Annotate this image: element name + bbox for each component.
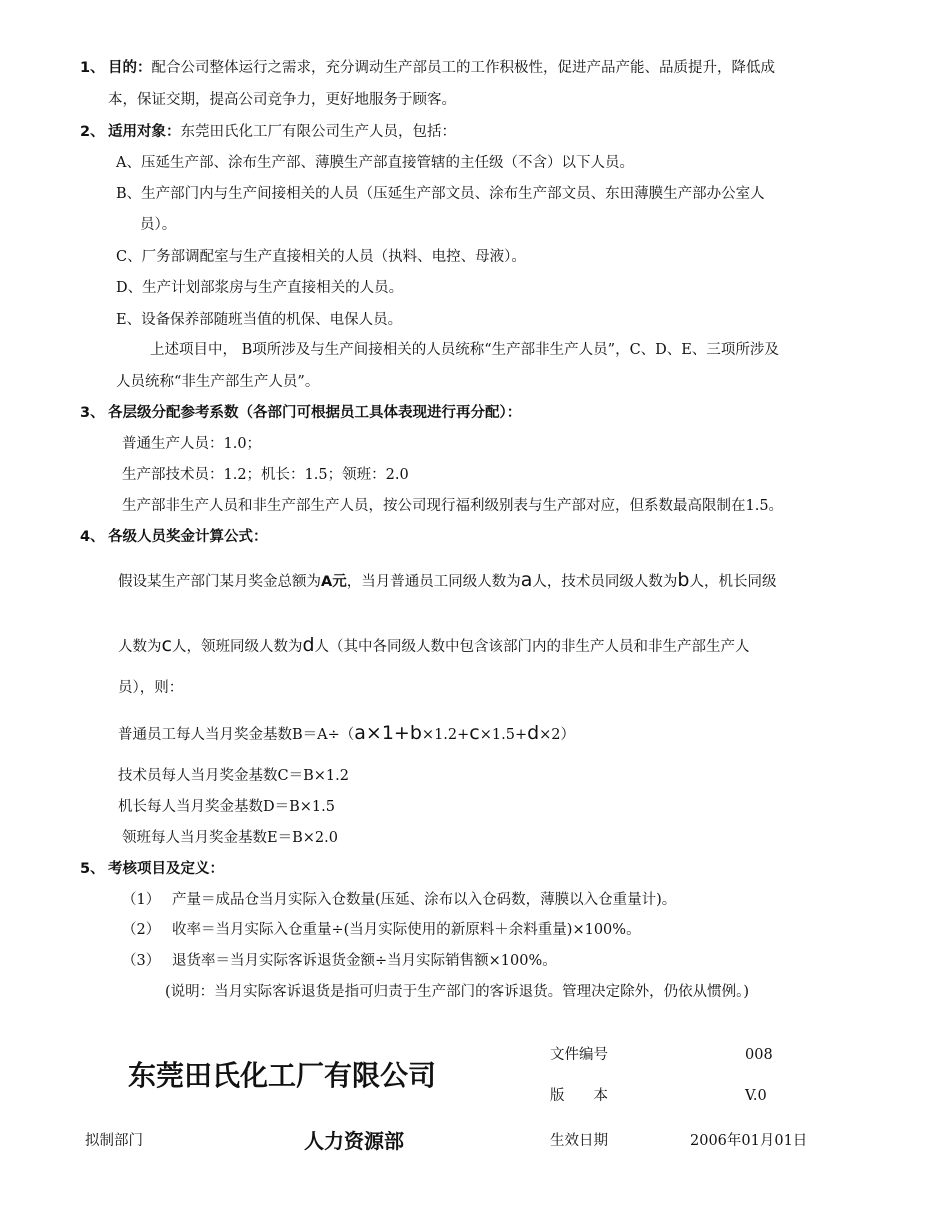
item-2-number: （2） [122, 922, 161, 938]
section-2-item-a: A、压延生产部、涂布生产部、薄膜生产部直接管辖的主任级（不含）以下人员。 [116, 155, 634, 171]
section-1-line-1 [108, 58, 775, 78]
section-4-paragraph-2 [118, 635, 750, 657]
var-d: d [302, 634, 315, 656]
para-2-text-c: 人（其中各同级人数中包含该部门内的非生产人员和非生产部生产人 [314, 639, 750, 655]
formula-c: 技术员每人当月奖金基数C＝B×1.2 [118, 768, 349, 784]
para-1-text-e: 人，机长同级 [689, 574, 777, 590]
version-label: 版 本 [550, 1088, 608, 1104]
section-1-text-1: 配合公司整体运行之需求，充分调动生产部员工的工作积极性，促进产品产能、品质提升，降低成 [151, 60, 775, 76]
formula-b-text-c: ×1.2+ [421, 727, 470, 743]
section-4-number: 4、 [80, 529, 105, 545]
var-b: b [677, 569, 690, 591]
section-2-heading: 适用对象： [108, 124, 181, 140]
para-1-text-a: 假设某生产部门某月奖金总额为 [118, 574, 321, 590]
formula-b-text-g: ×2） [539, 727, 576, 743]
dept-value: 人力资源部 [304, 1129, 404, 1153]
formula-b-text-e: ×1.5+ [479, 727, 528, 743]
formula-b-var-c: c [469, 722, 480, 744]
formula-b-var-ab: a×1+b [354, 722, 422, 744]
section-1-line-2: 本，保证交期，提高公司竞争力，更好地服务于顾客。 [108, 92, 456, 108]
section-4-paragraph-1 [118, 570, 776, 592]
section-1-number: 1、 [80, 60, 105, 76]
date-label: 生效日期 [550, 1133, 608, 1149]
version-value: V.0 [745, 1088, 767, 1104]
section-2-item-c: C、厂务部调配室与生产直接相关的人员（执料、电控、母液）。 [116, 249, 526, 265]
item-2-text: 收率＝当月实际入仓重量÷(当月实际使用的新原料＋余料重量)×100%。 [172, 922, 641, 938]
var-c: c [161, 634, 172, 656]
section-3-heading: 各层级分配参考系数（各部门可根据员工具体表现进行再分配）： [108, 405, 522, 421]
formula-d: 机长每人当月奖金基数D＝B×1.5 [118, 799, 335, 815]
section-1-heading: 目的： [108, 60, 152, 76]
section-5-number: 5、 [80, 861, 105, 877]
section-2-intro: 东莞田氏化工厂有限公司生产人员，包括： [180, 124, 456, 140]
section-2-item-b-1: B、生产部门内与生产间接相关的人员（压延生产部文员、涂布生产部文员、东田薄膜生产部办公室人 [116, 186, 765, 202]
section-3-number: 3、 [80, 405, 105, 421]
company-name: 东莞田氏化工厂有限公司 [128, 1059, 437, 1092]
section-5-heading: 考核项目及定义： [108, 861, 224, 877]
formula-b-text-a: 普通员工每人当月奖金基数B＝A÷（ [118, 727, 355, 743]
total-bonus-var: A元 [321, 574, 347, 590]
item-3-number: （3） [122, 953, 161, 969]
section-2-number: 2、 [80, 124, 105, 140]
section-4-paragraph-3: 员），则： [118, 680, 184, 696]
section-2-item-b-2: 员）。 [140, 217, 177, 233]
section-3-line-2: 生产部技术员：1.2；机长：1.5；领班：2.0 [122, 467, 409, 483]
section-2-item-d: D、生产计划部浆房与生产直接相关的人员。 [116, 280, 404, 296]
section-3-line-1: 普通生产人员：1.0； [122, 436, 262, 452]
para-2-text-b: 人，领班同级人数为 [171, 639, 303, 655]
section-3-line-3: 生产部非生产人员和非生产部生产人员，按公司现行福利级别表与生产部对应，但系数最高限制在1.5。 [122, 498, 784, 514]
date-value: 2006年01月01日 [690, 1133, 808, 1149]
formula-b-var-d: d [527, 722, 540, 744]
item-1-text: 产量＝成品仓当月实际入仓数量(压延、涂布以入仓码数，薄膜以入仓重量计)。 [172, 892, 677, 908]
section-2-note-2: 人员统称“非生产部生产人员”。 [116, 374, 320, 390]
var-a: a [520, 569, 533, 591]
para-2-text-a: 人数为 [118, 639, 162, 655]
section-2-item-e: E、设备保养部随班当值的机保、电保人员。 [116, 312, 403, 328]
para-1-text-d: 人，技术员同级人数为 [532, 574, 678, 590]
item-1-number: （1） [122, 892, 161, 908]
dept-label: 拟制部门 [85, 1133, 143, 1149]
doc-no-label: 文件编号 [550, 1047, 608, 1063]
section-2-note-1: 上述项目中， B项所涉及与生产间接相关的人员统称“生产部非生产人员”，C、D、E、三项所涉及 [150, 342, 779, 358]
item-3-text: 退货率＝当月实际客诉退货金额÷当月实际销售额×100%。 [172, 953, 557, 969]
doc-no-value: 008 [745, 1047, 773, 1063]
formula-b [118, 723, 575, 745]
para-1-text-c: ，当月普通员工同级人数为 [346, 574, 521, 590]
formula-e: 领班每人当月奖金基数E＝B×2.0 [122, 830, 338, 846]
section-2-line [108, 122, 456, 142]
section-5-note: (说明：当月实际客诉退货是指可归责于生产部门的客诉退货。管理决定除外，仍依从惯例。) [165, 984, 750, 1000]
section-4-heading: 各级人员奖金计算公式： [108, 529, 268, 545]
